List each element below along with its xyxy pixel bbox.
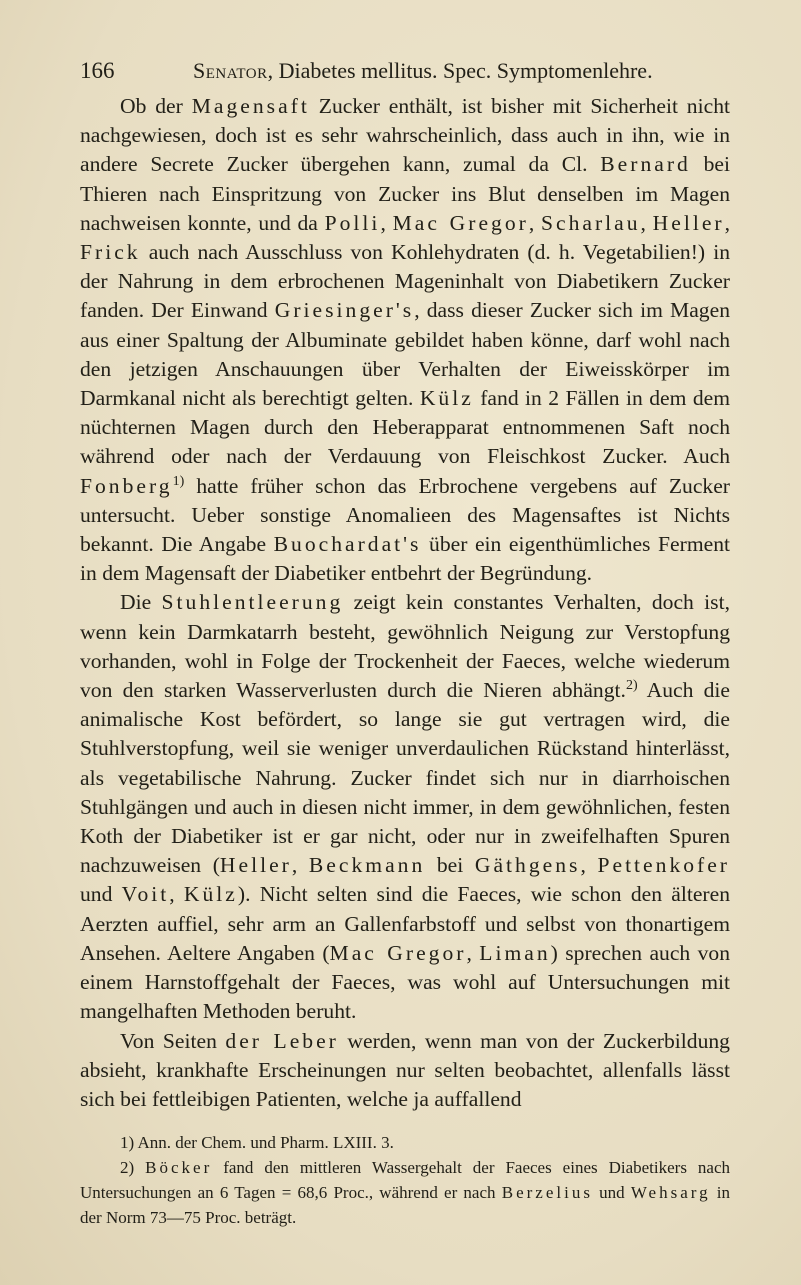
spaced-name: Berzelius — [501, 1183, 593, 1202]
spaced-name: der Leber — [225, 1028, 339, 1053]
footnote — [80, 1130, 730, 1155]
spaced-name: Griesinger's — [274, 298, 415, 323]
text-run: , — [380, 210, 393, 235]
paragraph — [80, 1027, 730, 1115]
text-run: , — [169, 882, 184, 907]
spaced-name: Buochardat's — [273, 532, 422, 557]
spaced-name: Beckmann — [308, 853, 426, 878]
spaced-name: Pettenkofer — [597, 853, 731, 878]
spaced-name: Bernard — [600, 152, 691, 177]
text-run: , — [528, 210, 541, 235]
spaced-name: Heller — [219, 853, 292, 878]
text-run: zeigt kein constantes Verhalten, doch ist, wenn kein Darmkatarrh besteht, gewöhnlich Neigung zur Verstopfung vorhanden, wohl in Folge der Trockenheit der Faeces, welche wiederum von den starken Wasserverlusten durch die Nieren abhängt. — [80, 590, 730, 703]
text-run: bei — [425, 853, 475, 878]
spaced-name: Voit — [121, 882, 170, 907]
paragraph — [80, 588, 730, 1026]
running-title-text: , Diabetes mellitus. Spec. Symptomenlehre. — [267, 58, 653, 83]
text-run: über ein eigenthümliches Ferment in dem Magensaft der Diabetiker entbehrt der Begründung. — [80, 532, 730, 586]
spaced-name: Gäthgens — [474, 853, 581, 878]
text-run: fand den mittleren Wassergehalt der Faeces eines Diabetikers nach Untersuchungen an 6 Tagen = 68,6 Proc., während er nach — [80, 1158, 730, 1202]
text-run: , — [466, 940, 480, 965]
text-run: , — [724, 210, 731, 235]
spaced-name: Heller — [652, 210, 725, 235]
text-run: bei Thieren nach Einspritzung von Zucker ins Blut denselben im Magen nachweisen konnte, und da — [80, 152, 730, 235]
page-number: 166 — [80, 58, 115, 83]
spaced-name: Liman — [479, 940, 551, 965]
footnote-ref: 1) — [172, 472, 185, 489]
text-run: auch nach Ausschluss von Kohlehydraten (d. h. Vegetabilien!) in der Nahrung in dem erbrochenen Mageninhalt von Diabetikern Zucker fanden. Der Einwand — [80, 240, 730, 323]
spaced-name: Külz — [183, 882, 238, 907]
footnote-ref: 2) — [625, 676, 638, 693]
text-run: fand in 2 Fällen in dem dem nüchternen Magen durch den Heberapparat entnommenen Saft noch während oder nach der Verdauung von Fleischkost Zucker. Auch — [80, 386, 730, 469]
footnote — [80, 1155, 730, 1230]
footnotes — [80, 1130, 730, 1230]
text-run: , — [580, 853, 598, 878]
text-run: und — [80, 882, 122, 907]
paragraph — [80, 92, 730, 588]
spaced-name: Frick — [80, 240, 141, 265]
text-run: , dass dieser Zucker sich im Magen aus einer Spaltung der Albuminate gebildet haben könne, darf wohl nach den jetzigen Anschauungen über Verhalten der Eiweisskörper im Darmkanal nicht als berechtigt gelten. — [80, 298, 730, 411]
spaced-name: Stuhlentleerung — [161, 590, 344, 615]
text-run: und — [592, 1183, 631, 1202]
text-run: 1) Ann. der Chem. und Pharm. LXIII. 3. — [120, 1133, 394, 1152]
text-run: Die — [120, 590, 162, 615]
text-run: hatte früher schon das Erbrochene vergebens auf Zucker untersucht. Ueber sonstige Anomalieen des Magensaftes ist Nichts bekannt. Die Angabe — [80, 473, 730, 557]
running-title — [193, 58, 653, 84]
running-header — [80, 58, 730, 88]
text-run: werden, wenn man von der Zuckerbildung absieht, krankhafte Erscheinungen nur selten beobachtet, allenfalls lässt sich bei fettleibigen Patienten, welche ja auffallend — [80, 1028, 730, 1111]
text-run: Auch die animalische Kost befördert, so lange sie gut vertragen wird, die Stuhlverstopfung, weil sie weniger unverdaulichen Rückstand hinterlässt, als vegetabilische Nahrung. Zucker findet sich nur in diarrhoischen Stuhlgängen und auch in diesen nicht immer, in dem gewöhnlichen, festen Koth der Diabetiker ist er gar nicht, oder nur in zweifelhaften Spuren nachzuweisen ( — [80, 678, 730, 878]
spaced-name: Böcker — [145, 1158, 213, 1177]
text-run: Ob der — [120, 94, 192, 118]
spaced-name: Mac Gregor — [329, 940, 467, 965]
spaced-name: Mac Gregor — [392, 210, 529, 235]
spaced-name: Polli — [324, 210, 381, 235]
spaced-name: Fonberg — [80, 473, 173, 498]
text-run: , — [640, 210, 653, 235]
body-text — [80, 92, 730, 1114]
text-run: ) sprechen auch von einem Harnstoffgehalt der Faeces, was wohl auf Untersuchungen mit mangelhaften Methoden beruht. — [80, 940, 731, 1024]
text-run: Von Seiten — [120, 1028, 226, 1053]
running-title-author: Senator — [193, 58, 268, 83]
text-run: in der Norm 73—75 Proc. beträgt. — [80, 1183, 731, 1227]
spaced-name: Scharlau — [540, 210, 641, 235]
text-run: 2) — [120, 1158, 146, 1177]
text-run: ). Nicht selten sind die Faeces, wie schon den älteren Aerzten auffiel, sehr arm an Gallenfarbstoff und selbst von thonartigem Ansehen. Aeltere Angaben ( — [80, 882, 730, 965]
text-run: Zucker enthält, ist bisher mit Sicherheit nicht nachgewiesen, doch ist es sehr wahrscheinlich, dass auch in ihn, wie in andere Secrete Zucker übergehen kann, zumal da Cl. — [80, 94, 730, 177]
spaced-name: Magensaft — [191, 94, 310, 118]
text-run: , — [291, 853, 309, 878]
spaced-name: Wehsarg — [630, 1183, 711, 1202]
spaced-name: Külz — [419, 386, 474, 411]
